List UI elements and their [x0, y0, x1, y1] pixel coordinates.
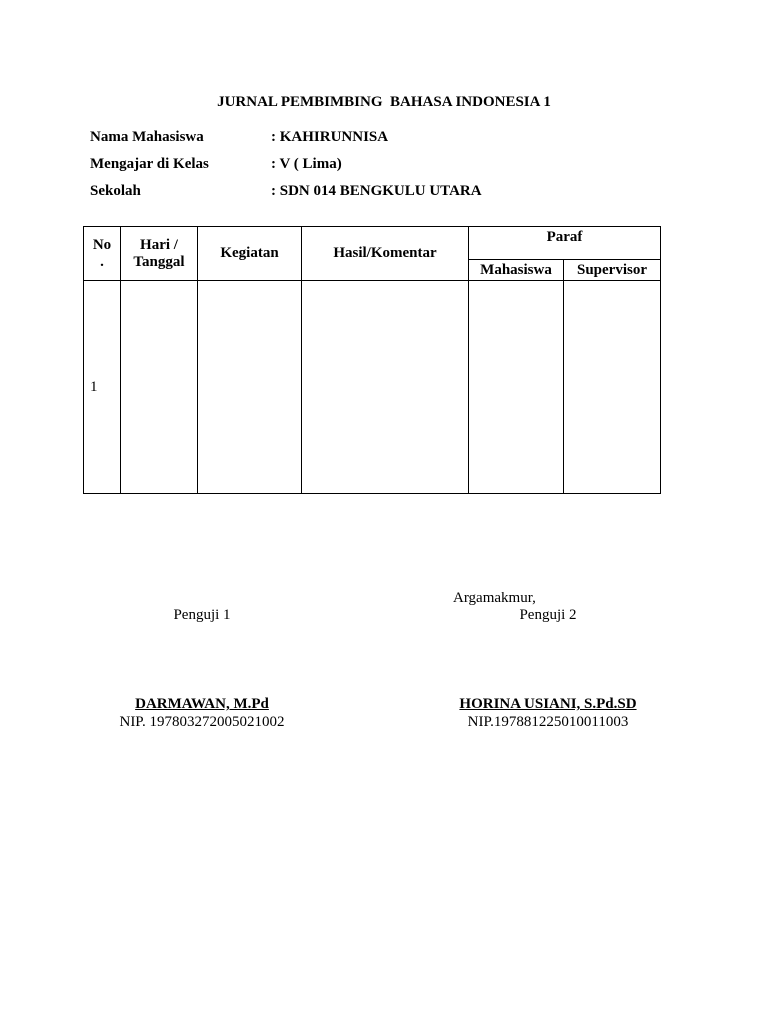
left-signer-nip: NIP. 197803272005021002 — [119, 714, 285, 730]
info-value: : V ( Lima) — [271, 156, 342, 172]
header-activity: Kegiatan — [198, 227, 302, 281]
signature-place: Argamakmur, — [453, 590, 536, 606]
cell-paraf-supervisor[interactable] — [564, 281, 661, 494]
info-label: Mengajar di Kelas — [90, 156, 209, 172]
header-no-text: No — [92, 236, 112, 253]
cell-activity[interactable] — [198, 281, 302, 494]
info-value: : KAHIRUNNISA — [271, 129, 389, 145]
info-label: Sekolah — [90, 183, 141, 199]
header-date — [121, 227, 198, 281]
header-no-dot: . — [100, 253, 104, 270]
right-role: Penguji 2 — [519, 607, 577, 623]
left-signer-name: DARMAWAN, M.Pd — [135, 696, 269, 712]
header-paraf-student: Mahasiswa — [469, 260, 564, 281]
header-date-line1: Hari / — [140, 236, 178, 253]
right-signer-name: HORINA USIANI, S.Pd.SD — [459, 696, 637, 712]
journal-table — [83, 226, 661, 494]
right-signer-nip: NIP.197881225010011003 — [467, 714, 629, 730]
header-paraf: Paraf — [469, 227, 661, 260]
table-row — [84, 281, 661, 494]
header-date-line2: Tanggal — [133, 253, 185, 270]
header-no — [84, 227, 121, 281]
document-title: JURNAL PEMBIMBING BAHASA INDONESIA 1 — [217, 94, 551, 110]
info-label: Nama Mahasiswa — [90, 129, 204, 145]
info-value: : SDN 014 BENGKULU UTARA — [271, 183, 482, 199]
cell-no: 1 — [84, 281, 121, 494]
left-role: Penguji 1 — [173, 607, 231, 623]
cell-paraf-student[interactable] — [469, 281, 564, 494]
header-result: Hasil/Komentar — [302, 227, 469, 281]
cell-result[interactable] — [302, 281, 469, 494]
header-paraf-supervisor: Supervisor — [564, 260, 661, 281]
cell-date[interactable] — [121, 281, 198, 494]
